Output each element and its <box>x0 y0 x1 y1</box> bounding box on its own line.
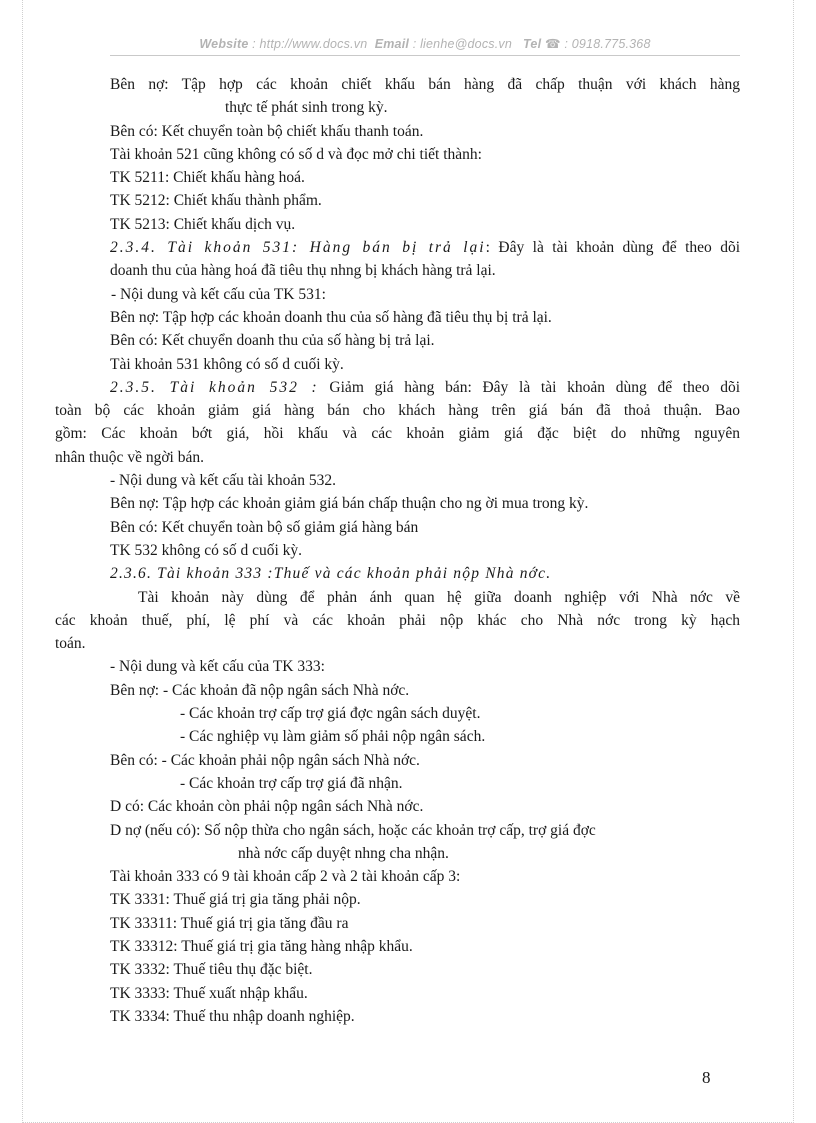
text-line: thực tế phát sinh trong kỳ. <box>225 99 388 117</box>
text-line: - Nội dung và kết cấu tài khoản 532. <box>110 472 336 490</box>
text-line: - Các khoản trợ cấp trợ giá đợc ngân sách duyệt. <box>180 705 481 723</box>
text-line: gồm: Các khoản bớt giá, hồi khấu và các khoản giảm giá đặc biệt do những nguyên <box>55 425 740 443</box>
text-line: Bên có: Kết chuyển toàn bộ số giảm giá hàng bán <box>110 518 419 536</box>
text-line: các khoản thuế, phí, lệ phí và các khoản phải nộp khác cho Nhà nớc trong kỳ hạch <box>55 611 740 629</box>
text-line: Bên nợ: Tập hợp các khoản chiết khấu bán hàng đã chấp thuận với khách hàng <box>110 76 740 93</box>
text-line: TK 5212: Chiết khấu thành phẩm. <box>110 192 322 210</box>
text-line: Bên nợ: Tập hợp các khoản doanh thu của số hàng đã tiêu thụ bị trả lại. <box>110 308 552 326</box>
text-line: Bên nợ: - Các khoản đã nộp ngân sách Nhà nớc. <box>110 681 410 699</box>
text-line: Bên có: Kết chuyển toàn bộ chiết khấu thanh toán. <box>110 122 424 140</box>
text-line: D nợ (nếu có): Số nộp thừa cho ngân sách, hoặc các khoản trợ cấp, trợ giá đợc <box>110 821 596 839</box>
email-value[interactable]: : lienhe@docs.vn <box>409 37 513 51</box>
text-line: TK 3334: Thuế thu nhập doanh nghiệp. <box>110 1007 355 1025</box>
text-line: - Các khoản trợ cấp trợ giá đã nhận. <box>180 774 403 792</box>
text-line: Tài khoản này dùng để phản ánh quan hệ giữa doanh nghiệp với Nhà nớc về <box>138 588 740 606</box>
text-line: nhà nớc cấp duyệt nhng cha nhận. <box>238 844 449 862</box>
text-line: Tài khoản 521 cũng không có số d và đọc mở chi tiết thành: <box>110 145 482 163</box>
text-line: toàn bộ các khoản giảm giá hàng bán cho khách hàng trên giá bán đã thoả thuận. Bao <box>55 402 740 420</box>
tel-value: : 0918.775.368 <box>560 37 651 51</box>
section-heading-line <box>110 236 740 259</box>
border-right <box>793 0 794 1123</box>
website-sep: : <box>248 37 260 51</box>
text-line: Tài khoản 531 không có số d cuối kỳ. <box>110 355 344 373</box>
section-heading-rest: Giảm giá hàng bán: Đây là tài khoản dùng để theo dõi <box>318 378 740 396</box>
document-body <box>55 73 741 1028</box>
text-line: TK 3331: Thuế giá trị gia tăng phải nộp. <box>110 891 361 909</box>
text-line: - Các nghiệp vụ làm giảm số phải nộp ngân sách. <box>180 728 486 746</box>
text-line: TK 5213: Chiết khấu dịch vụ. <box>110 215 296 233</box>
section-heading-line <box>110 562 740 585</box>
section-heading: 2.3.6. Tài khoản 333 :Thuế và các khoản phải nộp Nhà nớc. <box>110 565 552 583</box>
text-line: - Nội dung và kết cấu của TK 531: <box>111 285 326 303</box>
phone-icon: ☎ <box>544 37 561 51</box>
page-header <box>110 36 740 51</box>
text-line: Bên có: - Các khoản phải nộp ngân sách Nhà nớc. <box>110 751 420 769</box>
text-line: doanh thu của hàng hoá đã tiêu thụ nhng bị khách hàng trả lại. <box>110 262 496 280</box>
page-number: 8 <box>702 1068 711 1087</box>
text-line: Tài khoản 333 có 9 tài khoản cấp 2 và 2 tài khoản cấp 3: <box>110 868 461 886</box>
section-heading: 2.3.4. Tài khoản 531: Hàng bán bị trả lại <box>110 239 486 257</box>
section-heading: 2.3.5. Tài khoản 532 : <box>110 378 319 396</box>
text-line: Bên có: Kết chuyển doanh thu của số hàng bị trả lại. <box>110 332 435 350</box>
text-line: TK 532 không có số d cuối kỳ. <box>110 541 303 559</box>
tel-label: Tel <box>523 37 542 51</box>
text-line: Bên nợ: Tập hợp các khoản giảm giá bán chấp thuận cho ng ời mua trong kỳ. <box>110 495 589 513</box>
email-label: Email <box>374 37 410 51</box>
text-line: D có: Các khoản còn phải nộp ngân sách Nhà nớc. <box>110 798 424 816</box>
website-label: Website <box>199 37 249 51</box>
text-line: TK 5211: Chiết khấu hàng hoá. <box>110 169 305 187</box>
section-heading-rest: : Đây là tài khoản dùng để theo dõi <box>485 239 741 257</box>
header-rule <box>110 55 740 56</box>
text-line: - Nội dung và kết cấu của TK 333: <box>110 658 325 676</box>
website-url[interactable]: http://www.docs.vn <box>259 37 368 51</box>
text-line: TK 33311: Thuế giá trị gia tăng đầu ra <box>110 914 349 932</box>
section-heading-line <box>110 376 740 399</box>
text-line: toán. <box>55 635 86 653</box>
text-line: nhân thuộc về ngời bán. <box>55 448 204 466</box>
border-left <box>22 0 23 1123</box>
text-line: TK 33312: Thuế giá trị gia tăng hàng nhập khẩu. <box>110 937 413 955</box>
text-line: TK 3333: Thuế xuất nhập khẩu. <box>110 984 308 1002</box>
text-line: TK 3332: Thuế tiêu thụ đặc biệt. <box>110 961 313 979</box>
